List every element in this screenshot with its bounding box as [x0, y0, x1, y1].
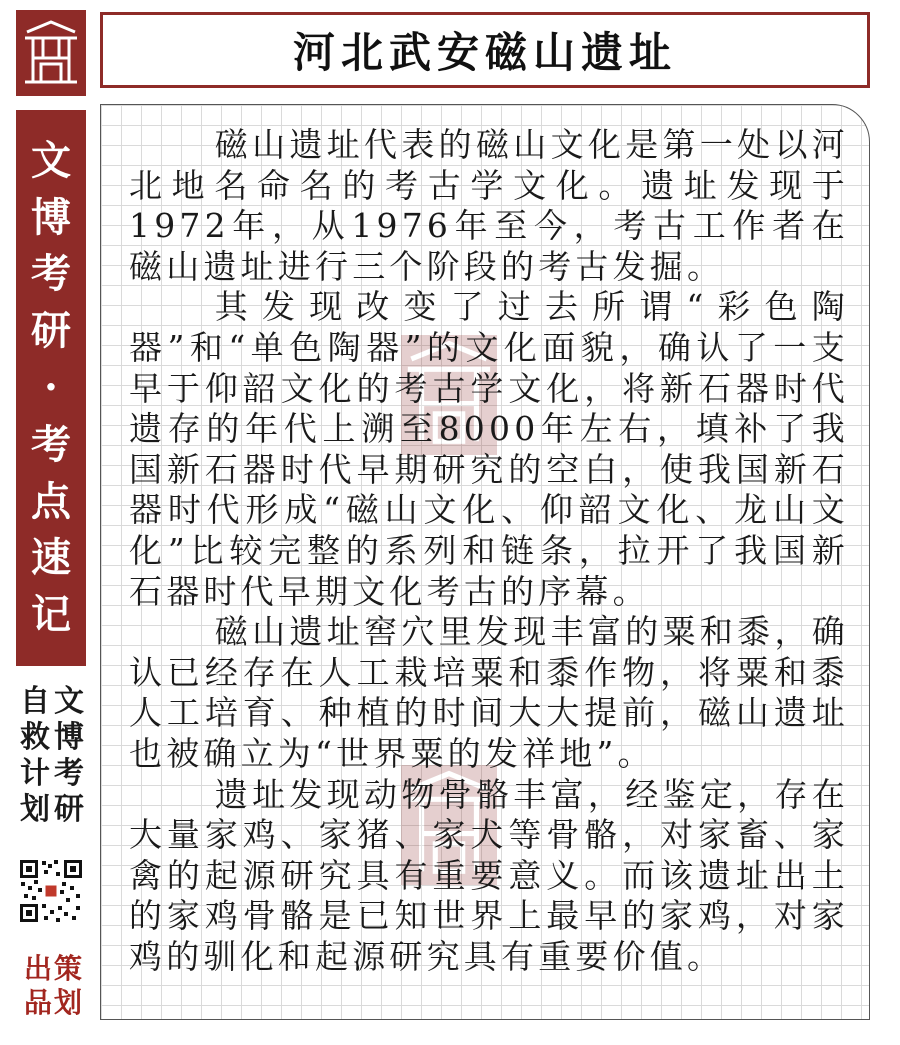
plan-char: 自	[20, 684, 50, 719]
side-banner-char: 点	[31, 477, 71, 525]
plan-char: 救	[20, 720, 50, 755]
side-banner-char: 考	[31, 250, 71, 298]
plan-label-col	[20, 684, 50, 828]
plan-label	[14, 684, 90, 828]
side-banner-char: 考	[31, 420, 71, 468]
side-banner-char: 记	[31, 591, 71, 639]
plan-char: 文	[54, 684, 84, 719]
side-banner-char: ·	[44, 363, 58, 411]
paragraph: 遗址发现动物骨骼丰富，经鉴定，存在大量家鸡、家猪、家犬等骨骼，对家畜、家禽的起源研究具有重要意义。而该遗址出土的家鸡骨骼是已知世界上最早的家鸡，对家鸡的驯化和起源研究具有重要价值。	[129, 774, 849, 976]
paragraph: 磁山遗址代表的磁山文化是第一处以河北地名命名的考古学文化。遗址发现于1972年，从1976年至今，考古工作者在磁山遗址进行三个阶段的考古发掘。	[129, 125, 849, 286]
side-banner-char: 文	[31, 136, 71, 184]
credit-char: 品	[23, 986, 52, 1019]
page-title: 河北武安磁山遗址	[292, 28, 677, 77]
side-banner	[16, 110, 86, 666]
paragraph: 其发现改变了过去所谓“彩色陶器”和“单色陶器”的文化面貌，确认了一支早于仰韶文化的考古学文化，将新石器时代遗存的年代上溯至8000年左右，填补了我国新石器时代早期研究的空白，使我国新石器时代形成“磁山文化、仰韶文化、龙山文化”比较完整的系列和链条，拉开了我国新石器时代早期文化考古的序幕。	[129, 287, 849, 611]
credit-label	[18, 952, 88, 1020]
plan-char: 考	[54, 756, 84, 791]
plan-char: 计	[20, 756, 50, 791]
credit-col	[54, 952, 82, 1020]
plan-char: 研	[54, 792, 84, 827]
article-body	[129, 125, 849, 977]
temple-logo-icon	[23, 18, 79, 88]
plan-char: 博	[54, 720, 84, 755]
credit-char: 策	[54, 952, 83, 985]
side-banner-char: 速	[31, 534, 71, 582]
qr-code-icon[interactable]	[18, 858, 84, 924]
plan-char: 划	[20, 792, 50, 827]
title-frame	[100, 12, 870, 88]
brand-logo	[16, 10, 86, 96]
side-banner-char: 博	[31, 193, 71, 241]
paragraph: 磁山遗址窖穴里发现丰富的粟和黍，确认已经存在人工栽培粟和黍作物，将粟和黍人工培育、种植的时间大大提前，磁山遗址也被确立为“世界粟的发祥地”。	[129, 612, 849, 773]
credit-char: 划	[54, 986, 83, 1019]
credit-col	[24, 952, 52, 1020]
article-panel	[100, 104, 870, 1020]
plan-label-col	[54, 684, 84, 828]
credit-char: 出	[23, 952, 52, 985]
side-banner-char: 研	[31, 307, 71, 355]
